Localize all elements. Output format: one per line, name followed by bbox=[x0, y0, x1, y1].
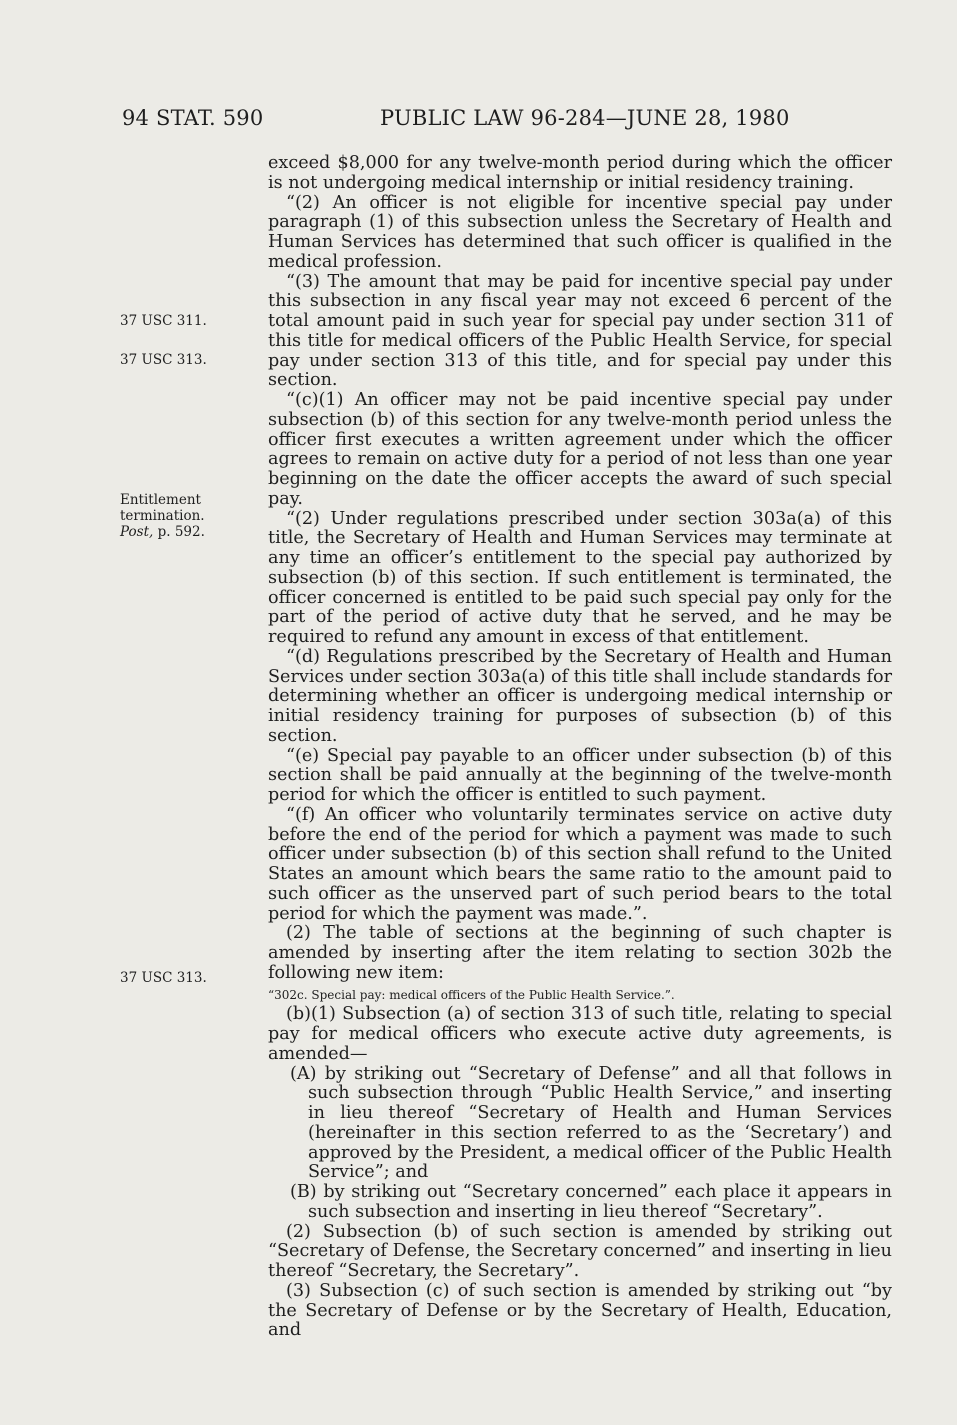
margin-note-entitlement-text: Entitlement termination. bbox=[120, 492, 205, 524]
margin-note-entitlement bbox=[120, 492, 220, 540]
paragraph: (2) Subsection (b) of such section is amended by striking out “Secretary of Defense, the Secretary concerned” and inserting in lieu thereof “Secretary, the Secretary”. bbox=[268, 1221, 892, 1281]
paragraph: “(2) Under regulations prescribed under section 303a(a) of this title, the Secretary of Health and Human Services may terminate at any time an officer’s entitlement to the special pay authorized by subsection (b) of this section. If such entitlement is terminated, the officer concerned is entitled to be paid such special pay only for the part of the period of active duty that he served, and he may be required to refund any amount in excess of that entitlement. bbox=[268, 508, 892, 647]
page-reference: 94 STAT. 590 bbox=[122, 106, 264, 130]
paragraph: “(2) An officer is not eligible for incentive special pay under paragraph (1) of this subsection unless the Secretary of Health and Human Services has determined that such officer is qualified in the medical profession. bbox=[268, 192, 892, 272]
list-item: (A) by striking out “Secretary of Defense” and all that follows in such subsection through “Public Health Service,” and inserting in lieu thereof “Secretary of Health and Human Services (hereinafter in this section referred to as the ‘Secretary’) and approved by the President, a medical officer of the Public Health Service”; and bbox=[290, 1063, 892, 1183]
body-text bbox=[268, 154, 892, 1341]
paragraph: “(d) Regulations prescribed by the Secretary of Health and Human Services under section 303a(a) of this title shall include standards for determining whether an officer is undergoing medical internship or initial residency training for purposes of subsection (b) of this section. bbox=[268, 646, 893, 746]
margin-note-usc-311: 37 USC 311. bbox=[120, 313, 207, 329]
paragraph: “(c)(1) An officer may not be paid incentive special pay under subsection (b) of this section for any twelve-month period unless the officer first executes a written agreement under which the officer agrees to remain on active duty for a period of not less than one year beginning on the date the officer accepts the award of such special pay. bbox=[268, 390, 892, 509]
post-label: Post, bbox=[120, 524, 154, 540]
paragraph: (3) Subsection (c) of such section is amended by striking out “by the Secretary of Defense or by the Secretary of Health, Education, and bbox=[268, 1280, 892, 1341]
post-page: p. 592. bbox=[153, 524, 205, 540]
margin-note-usc-313: 37 USC 313. bbox=[120, 352, 207, 368]
paragraph: exceed $8,000 for any twelve-month period during which the officer is not undergoing medical internship or initial residency training. bbox=[268, 153, 892, 193]
page-title: PUBLIC LAW 96-284—JUNE 28, 1980 bbox=[380, 106, 790, 130]
margin-note-post-reference bbox=[120, 524, 220, 540]
paragraph: “(e) Special pay payable to an officer under subsection (b) of this section shall be paid annually at the beginning of the twelve-month period for which the officer is entitled to such payment. bbox=[268, 745, 892, 805]
table-item: “302c. Special pay: medical officers of the Public Health Service.”. bbox=[268, 987, 675, 1002]
margin-note-usc-313-b: 37 USC 313. bbox=[120, 970, 207, 986]
list-item: (B) by striking out “Secretary concerned” each place it appears in such subsection and inserting in lieu thereof “Secretary”. bbox=[290, 1182, 892, 1222]
paragraph: (2) The table of sections at the beginning of such chapter is amended by inserting after the item relating to section 302b the following new item: bbox=[268, 923, 892, 983]
paragraph: (b)(1) Subsection (a) of section 313 of such title, relating to special pay for medical officers who execute active duty agreements, is amended— bbox=[268, 1004, 892, 1064]
paragraph: “(f) An officer who voluntarily terminates service on active duty before the end of the period for which a payment was made to such officer under subsection (b) of this section shall refund to the United States an amount which bears the same ratio to the amount paid to such officer as the unserved part of such period bears to the total period for which the payment was made.”. bbox=[268, 804, 892, 924]
paragraph: “(3) The amount that may be paid for incentive special pay under this subsection in any fiscal year may not exceed 6 percent of the total amount paid in such year for special pay under section 311 of this title for medical officers of the Public Health Service, for special pay under section 313 of this title, and for special pay under this section. bbox=[268, 271, 892, 391]
